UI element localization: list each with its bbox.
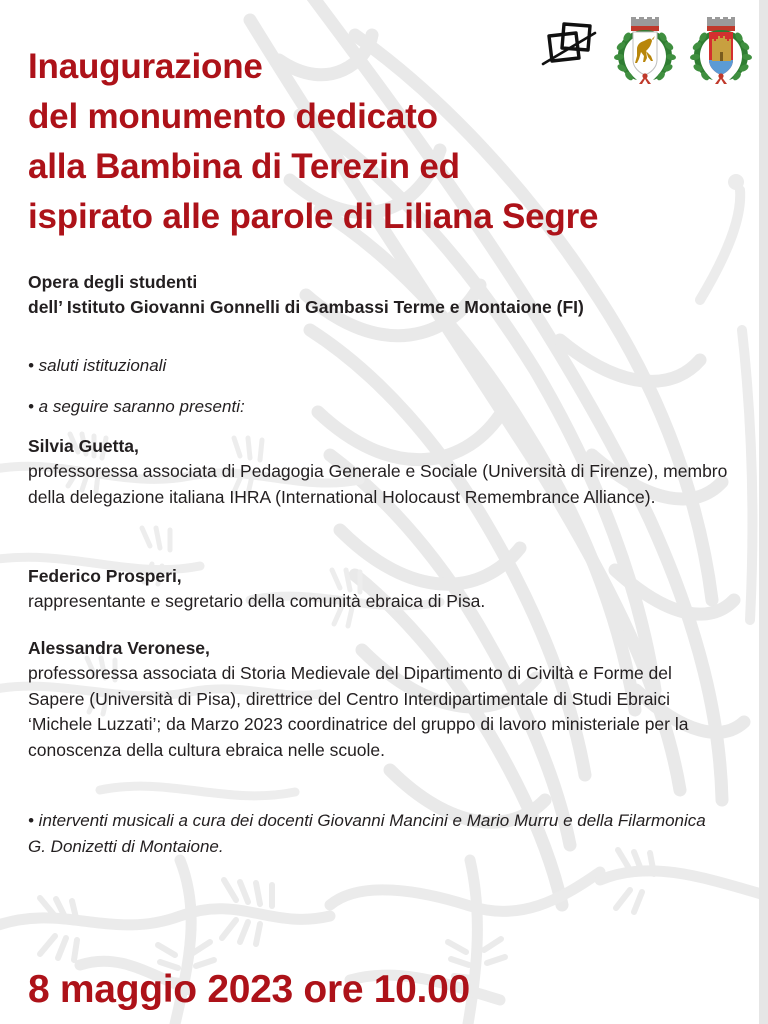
bullet-saluti-istituzionali: • saluti istituzionali bbox=[28, 356, 167, 375]
title-line-2: del monumento dedicato bbox=[28, 97, 438, 136]
speaker-name: Federico Prosperi, bbox=[28, 566, 182, 586]
speaker-entry bbox=[28, 434, 728, 510]
opera-line-1: Opera degli studenti bbox=[28, 272, 198, 292]
title-line-1: Inaugurazione bbox=[28, 47, 263, 86]
title-line-3: alla Bambina di Terezin ed bbox=[28, 147, 460, 186]
speaker-description: professoressa associata di Pedagogia Generale e Sociale (Università di Firenze), membro della delegazione italiana IHRA (International Holocaust Remembrance Alliance). bbox=[28, 461, 728, 507]
speaker-name: Silvia Guetta, bbox=[28, 436, 139, 456]
speaker-entry bbox=[28, 636, 728, 763]
opera-credit bbox=[28, 270, 728, 320]
opera-line-2: dell’ Istituto Giovanni Gonnelli di Gambassi Terme e Montaione (FI) bbox=[28, 297, 584, 317]
speaker-entry bbox=[28, 564, 728, 615]
poster-title bbox=[28, 42, 718, 242]
event-date-time: 8 maggio 2023 ore 10.00 bbox=[28, 968, 470, 1011]
music-note: • interventi musicali a cura dei docenti Giovanni Mancini e Mario Murru e della Filarmonica G. Donizetti di Montaione. bbox=[28, 811, 706, 856]
speaker-name: Alessandra Veronese, bbox=[28, 638, 210, 658]
bullet-a-seguire: • a seguire saranno presenti: bbox=[28, 397, 245, 416]
speaker-description: professoressa associata di Storia Medievale del Dipartimento di Civiltà e Forme del Sapere (Università di Pisa), direttrice del Centro Interdipartimentale di Studi Ebraici ‘Michele Luzzati’; da Marzo 2023 coordinatrice del gruppo di lavoro ministeriale per la conoscenza della cultura ebraica nelle scuole. bbox=[28, 663, 689, 760]
speaker-description: rappresentante e segretario della comunità ebraica di Pisa. bbox=[28, 591, 486, 611]
title-line-4: ispirato alle parole di Liliana Segre bbox=[28, 197, 599, 236]
